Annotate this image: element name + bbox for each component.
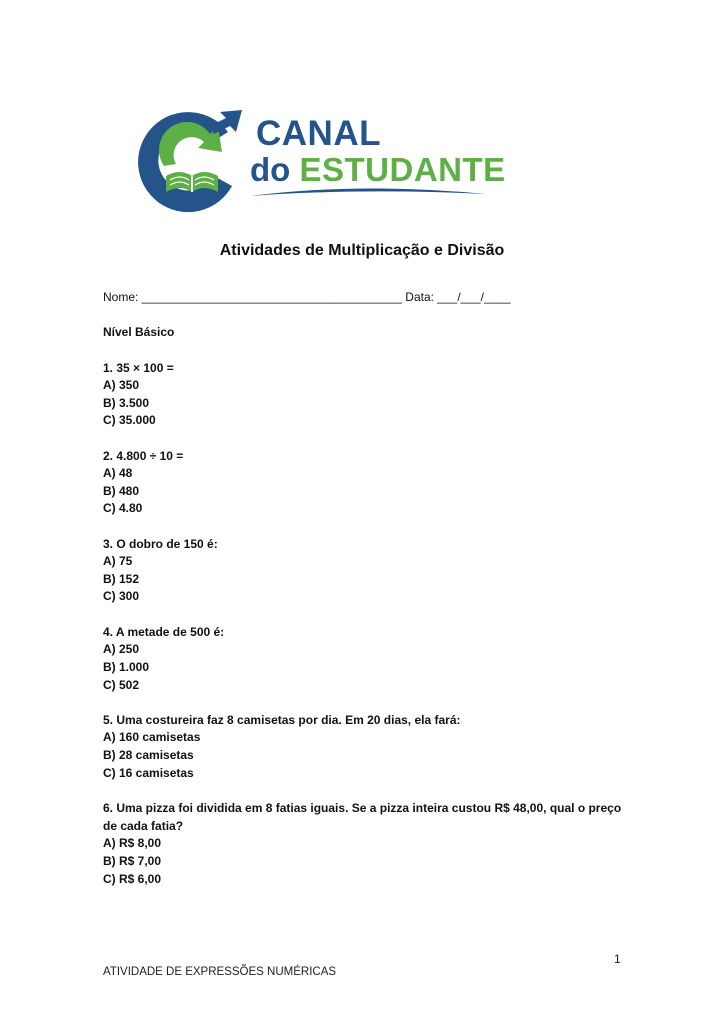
question-6-option-b: B) R$ 7,00 (103, 854, 162, 868)
question-5: 5. Uma costureira faz 8 camisetas por dia. Em 20 dias, ela fará: (103, 713, 461, 727)
question-1-option-b: B) 3.500 (103, 396, 150, 410)
question-3-option-a: A) 75 (103, 554, 133, 568)
question-2: 2. 4.800 ÷ 10 = (103, 449, 184, 463)
question-6-option-a: A) R$ 8,00 (103, 836, 162, 850)
logo-swoosh-icon (248, 184, 488, 198)
question-4: 4. A metade de 500 é: (103, 625, 225, 639)
question-5-option-a: A) 160 camisetas (103, 730, 201, 744)
question-4-option-a: A) 250 (103, 642, 140, 656)
question-2-option-b: B) 480 (103, 484, 140, 498)
footer-text: ATIVIDADE DE EXPRESSÕES NUMÉRICAS (103, 966, 337, 978)
page-title: Atividades de Multiplicação e Divisão (219, 242, 505, 259)
question-4-option-b: B) 1.000 (103, 660, 150, 674)
logo (136, 104, 506, 214)
logo-line2 (250, 153, 506, 186)
question-5-option-c: C) 16 camisetas (103, 766, 194, 780)
logo-emblem-icon (136, 104, 248, 214)
question-6-continuation: de cada fatia? (103, 819, 184, 833)
question-6: 6. Uma pizza foi dividida em 8 fatias iguais. Se a pizza inteira custou R$ 48,00, qual o preço (103, 801, 622, 815)
level-heading: Nível Básico (103, 325, 175, 339)
page-number: 1 (614, 952, 621, 966)
question-1-option-c: C) 35.000 (103, 413, 156, 427)
question-2-option-c: C) 4.80 (103, 501, 143, 515)
logo-line1: CANAL (256, 114, 381, 153)
name-date-line: Nome: _______________________________________ Data: ___/___/____ (103, 290, 511, 304)
question-1: 1. 35 × 100 = (103, 361, 174, 375)
question-3: 3. O dobro de 150 é: (103, 537, 218, 551)
question-5-option-b: B) 28 camisetas (103, 748, 194, 762)
question-3-option-c: C) 300 (103, 589, 140, 603)
question-3-option-b: B) 152 (103, 572, 140, 586)
logo-estudante: ESTUDANTE (299, 151, 506, 188)
question-6-option-c: C) R$ 6,00 (103, 872, 162, 886)
question-2-option-a: A) 48 (103, 466, 133, 480)
question-4-option-c: C) 502 (103, 678, 140, 692)
logo-do: do (250, 151, 300, 188)
question-1-option-a: A) 350 (103, 378, 140, 392)
